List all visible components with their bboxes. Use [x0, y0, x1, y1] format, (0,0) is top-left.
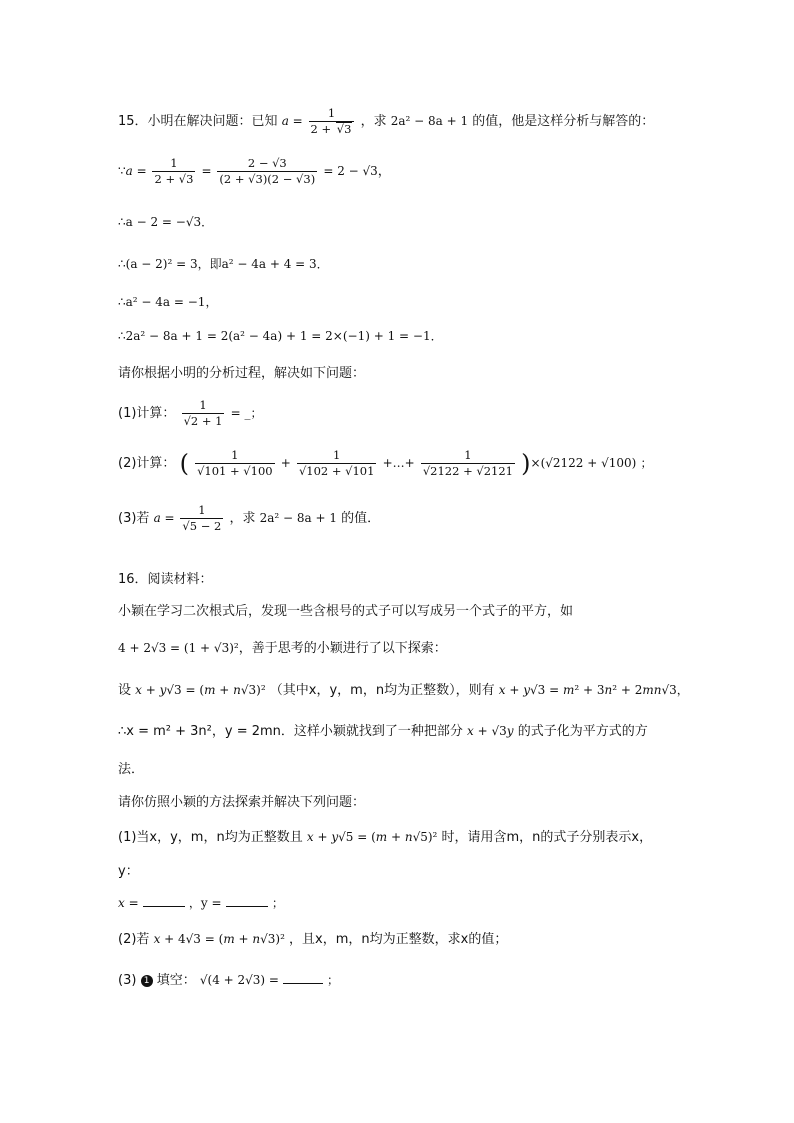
p16-para3: 设 x + y√3 = (m + n√3)² （其中x，y，m，n均为正整数），则有 x + y√3 = m² + 3n² + 2mn√3， — [118, 683, 689, 698]
p15-step3: ∴(a − 2)² = 3，即a² − 4a + 4 = 3． — [118, 257, 329, 271]
answer-blank-x[interactable] — [143, 894, 185, 907]
p16-q2: (2)若 x + 4√3 = (m + n√3)² ，且x，m，n均为正整数，求x的值； — [118, 932, 508, 947]
p16-q1-cont: y： — [118, 864, 139, 879]
p16-para2: 4 + 2√3 = (1 + √3)²，善于思考的小颖进行了以下探索： — [118, 641, 447, 656]
p15-step2: ∴a − 2 = −√3． — [118, 215, 214, 229]
p16-q1-answer: x = ，y = ； — [118, 896, 284, 910]
p15-intro: 15．小明在解决问题：已知 a = $\frac{1}{2 + √ 3}$ ，求 2a² − 8a + 1 的值，他是这样分析与解答的： — [118, 106, 654, 137]
p16-title: 16．阅读材料： — [118, 572, 213, 587]
p15-q2: (2)计算： ( $\frac{1}{√101 + √100}$ + $\frac{1}{√102 + √101}$ +…+ $\frac{1}{√2122 + √2121}$ )×(√2122 + √100) ； — [118, 448, 653, 478]
p15-step4: ∴a² − 4a = −1， — [118, 295, 218, 309]
p15-step5: ∴2a² − 8a + 1 = 2(a² − 4a) + 1 = 2×(−1) + 1 = −1． — [118, 329, 443, 343]
p16-para1: 小颖在学习二次根式后，发现一些含根号的式子可以写成另一个式子的平方，如 — [118, 604, 574, 619]
p16-q3: (3) 1 填空： √(4 + 2√3) = ； — [118, 973, 339, 988]
answer-blank-y[interactable] — [226, 894, 268, 907]
p15-step1: ∵a = $\frac{1}{2 + √3}$ = $\frac{2 - √3}{(2 + √3)(2 - √3)}$ = 2 − √3， — [118, 156, 391, 186]
answer-blank-q3[interactable] — [283, 971, 323, 984]
p16-para4: ∴x = m² + 3n²，y = 2mn．这样小颖就找到了一种把部分 x + √3y 的式子化为平方式的方 — [118, 724, 648, 739]
p15-q1: (1)计算： $\frac{1}{√2 + 1}$ = _； — [118, 398, 263, 428]
p16-para5: 法． — [118, 762, 145, 777]
p16-prompt: 请你仿照小颖的方法探索并解决下列问题： — [118, 795, 366, 810]
p15-prompt: 请你根据小明的分析过程，解决如下问题： — [118, 366, 366, 381]
p16-q1: (1)当x，y，m，n均为正整数且 x + y√5 = (m + n√5)² 时，请用含m，n的式子分别表示x， — [118, 830, 653, 845]
circled-one-icon: 1 — [141, 975, 153, 987]
p15-q3: (3)若 a = $\frac{1}{√5 - 2}$ ，求 2a² − 8a + 1 的值． — [118, 503, 381, 533]
